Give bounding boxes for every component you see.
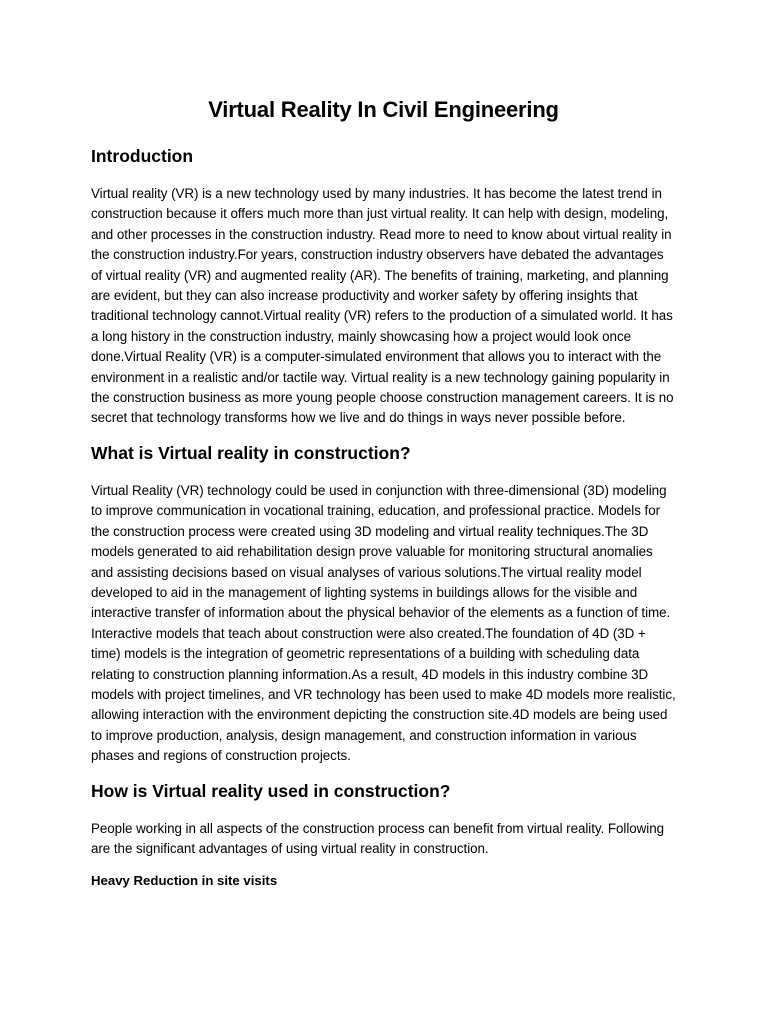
document-title: Virtual Reality In Civil Engineering — [208, 97, 559, 122]
section-body-introduction: Virtual reality (VR) is a new technology used by many industries. It has become the latest trend in construction because it offers much more than just virtual reality. It can help with design, modeling, and other processes in the construction industry. Read more to need to know about virtual reality in the construction industry.For years, construction industry observers have debated the advantages of virtual reality (VR) and augmented reality (AR). The benefits of training, marketing, and planning are evident, but they can also increase productivity and worker safety by offering insights that traditional technology cannot.Virtual reality (VR) refers to the production of a simulated world. It has a long history in the construction industry, mainly showcasing how a project would look once done.Virtual Reality (VR) is a computer-simulated environment that allows you to interact with the environment in a realistic and/or tactile way. Virtual reality is a new technology gaining popularity in the construction business as more young people choose construction management careers. It is no secret that technology transforms how we live and do things in ways never possible before. — [91, 186, 674, 426]
subheading-site-visits: Heavy Reduction in site visits — [91, 873, 278, 889]
section-heading-what-is-vr: What is Virtual reality in construction? — [91, 442, 411, 463]
section-body-what-is-vr: Virtual Reality (VR) technology could be used in conjunction with three-dimensional (3D) modeling to improve communication in vocational training, education, and professional practice. Models for the construction process were created using 3D modeling and virtual reality techniques.The 3D models generated to aid rehabilitation design prove valuable for monitoring structural anomalies and assisting decisions based on visual analyses of various solutions.The virtual reality model developed to aid in the management of lighting systems in buildings allows for the visible and interactive transfer of information about the physical behavior of the elements as a function of time. Interactive models that teach about construction were also created.The foundation of 4D (3D + time) models is the integration of geometric representations of a building with scheduling data relating to construction planning information.As a result, 4D models in this industry combine 3D models with project timelines, and VR technology has been used to make 4D models more realistic, allowing interaction with the environment depicting the construction site.4D models are being used to improve production, analysis, design management, and construction information in various phases and regions of construction projects. — [91, 482, 676, 764]
section-body-how-vr-used: People working in all aspects of the construction process can benefit from virtual reality. Following are the significant advantages of using virtual reality in construction. — [91, 820, 665, 856]
section-heading-introduction: Introduction — [91, 146, 194, 166]
section-heading-how-vr-used: How is Virtual reality used in construction? — [91, 780, 451, 801]
